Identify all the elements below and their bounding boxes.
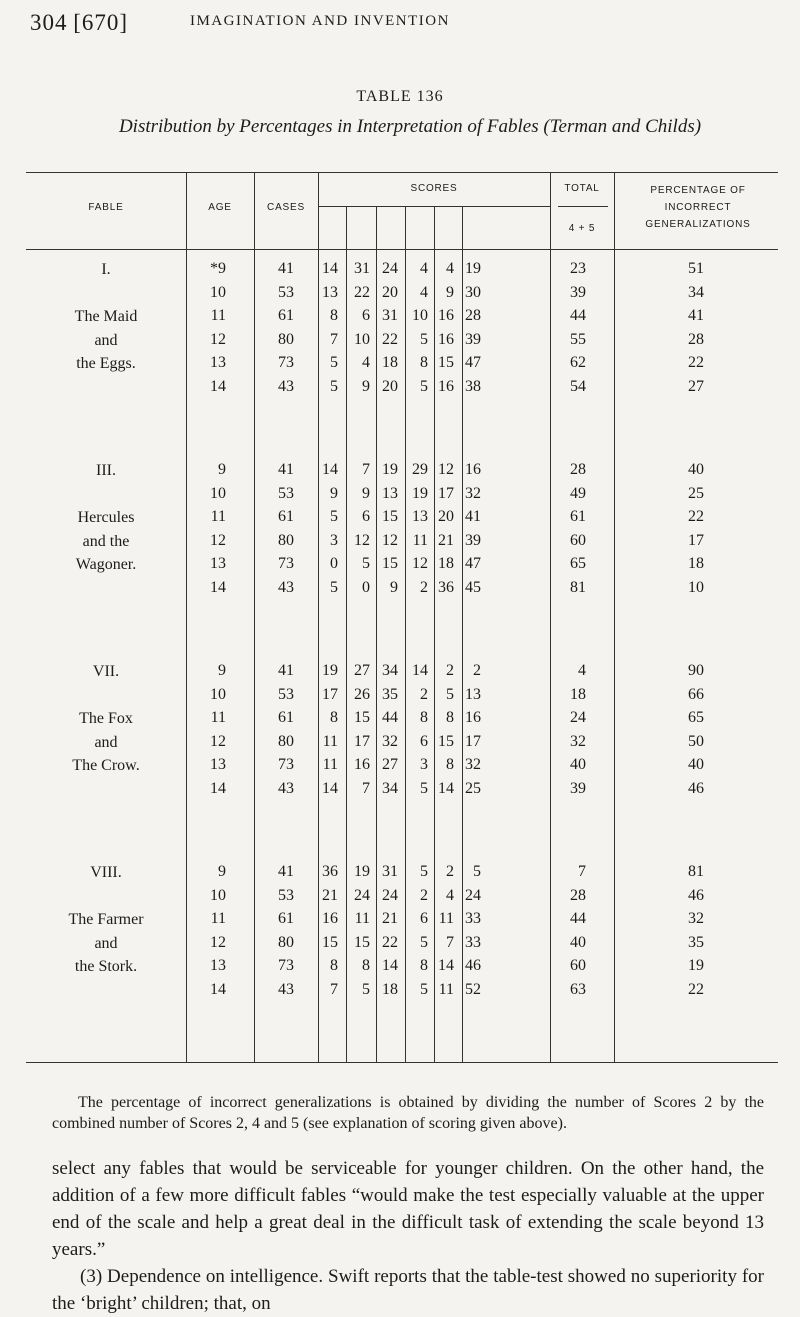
cell-score-3: 2	[420, 685, 428, 703]
cell-cases: 61	[278, 307, 294, 324]
cell-score-0: 3	[330, 531, 338, 549]
cell-score-2: 14	[382, 957, 398, 974]
cell-percentage: 81	[688, 863, 704, 880]
cell-cases: 80	[278, 732, 294, 750]
cell-cases: 43	[278, 578, 294, 596]
body-text	[52, 1155, 764, 1317]
cell-score-2: 21	[382, 910, 398, 927]
cell-score-2: 35	[382, 685, 398, 703]
cell-cases: 53	[278, 484, 294, 502]
cell-score-1: 16	[354, 756, 370, 773]
cell-age: 13	[210, 957, 226, 974]
cell-score-4: 12	[438, 461, 454, 478]
cell-age: 14	[210, 779, 226, 797]
cell-cases: 53	[278, 283, 294, 301]
cell-total: 63	[570, 980, 586, 998]
page-header	[30, 10, 450, 36]
cell-score-0: 9	[330, 484, 338, 502]
cell-score-5: 39	[465, 531, 481, 549]
cell-age: 10	[210, 283, 226, 301]
cell-cases: 43	[278, 980, 294, 998]
cell-score-5: 38	[465, 377, 481, 395]
cell-score-3: 3	[420, 756, 428, 773]
fable-name-line: the Stork.	[74, 958, 138, 975]
cell-score-4: 14	[438, 957, 454, 974]
fable-name-line: The Crow.	[72, 757, 140, 774]
cell-score-4: 11	[438, 910, 454, 927]
cell-score-2: 18	[382, 354, 398, 371]
cell-cases: 73	[278, 957, 294, 974]
fable-name-line: The Farmer	[68, 911, 144, 928]
cell-percentage: 35	[688, 933, 704, 951]
cell-score-4: 4	[446, 260, 454, 277]
cell-score-5: 52	[465, 980, 481, 998]
cell-cases: 61	[278, 910, 294, 927]
cell-age: 9	[218, 461, 226, 478]
cell-score-0: 7	[330, 330, 338, 348]
cell-score-5: 47	[465, 354, 481, 371]
cell-percentage: 51	[688, 260, 704, 277]
cell-percentage: 46	[688, 886, 704, 904]
cell-score-4: 15	[438, 732, 454, 750]
fable-name-line: VIII.	[90, 864, 122, 881]
cell-score-0: 8	[330, 307, 338, 324]
cell-score-4: 16	[438, 307, 454, 324]
cell-percentage: 22	[688, 508, 704, 525]
cell-age: 11	[210, 307, 226, 324]
cell-age: 12	[210, 531, 226, 549]
cell-percentage: 32	[688, 910, 704, 927]
cell-score-2: 44	[382, 709, 398, 726]
table-caption: Distribution by Percentages in Interpretation of Fables (Terman and Childs)	[118, 116, 702, 137]
cell-score-0: 14	[322, 260, 338, 277]
cell-score-0: 8	[330, 709, 338, 726]
cell-score-3: 5	[420, 377, 428, 395]
cell-score-0: 5	[330, 508, 338, 525]
cell-cases: 41	[278, 260, 294, 277]
cell-score-1: 15	[354, 709, 370, 726]
cell-cases: 43	[278, 779, 294, 797]
cell-score-1: 7	[362, 779, 370, 797]
fable-name-line: The Maid	[74, 308, 138, 325]
cell-cases: 61	[278, 709, 294, 726]
cell-total: 60	[570, 531, 586, 549]
cell-total: 40	[570, 756, 586, 773]
cell-score-2: 15	[382, 555, 398, 572]
cell-score-2: 19	[382, 461, 398, 478]
cell-score-1: 5	[362, 980, 370, 998]
cell-score-2: 20	[382, 283, 398, 301]
fable-name-line: and	[94, 934, 118, 952]
cell-score-0: 11	[322, 732, 338, 750]
cell-percentage: 27	[688, 377, 704, 395]
cell-score-3: 8	[420, 957, 428, 974]
cell-score-2: 9	[390, 578, 398, 596]
cell-score-0: 13	[322, 283, 338, 301]
cell-score-1: 27	[354, 662, 370, 679]
cell-score-5: 45	[465, 578, 481, 596]
header-total-sub: 4 + 5	[568, 223, 596, 234]
cell-age: 13	[210, 756, 226, 773]
cell-score-0: 21	[322, 886, 338, 904]
header-bottom-rule	[26, 249, 778, 250]
paragraph-2: (3) Dependence on intelligence. Swift reports that the table-test showed no superiority for the ‘bright’ children; that, on	[52, 1266, 764, 1314]
cell-total: 44	[570, 910, 586, 927]
header-scores: SCORES	[410, 183, 458, 194]
cell-score-5: 41	[465, 508, 481, 525]
cell-percentage: 22	[688, 354, 704, 371]
cell-age: 11	[210, 910, 226, 927]
cell-score-3: 5	[420, 863, 428, 880]
cell-score-2: 34	[382, 662, 398, 679]
cell-score-1: 0	[362, 578, 370, 596]
cell-score-3: 8	[420, 709, 428, 726]
cell-score-5: 33	[465, 910, 481, 927]
cell-percentage: 10	[688, 578, 704, 596]
cell-score-1: 9	[362, 377, 370, 395]
cell-score-2: 24	[382, 260, 398, 277]
cell-age: 14	[210, 377, 226, 395]
cell-percentage: 90	[688, 662, 704, 679]
cell-score-2: 15	[382, 508, 398, 525]
cell-score-0: 5	[330, 354, 338, 371]
cell-score-3: 19	[412, 484, 428, 502]
cell-cases: 53	[278, 685, 294, 703]
column-rule	[186, 172, 187, 1062]
cell-age: 12	[210, 933, 226, 951]
cell-total: 4	[578, 662, 586, 679]
cell-score-1: 12	[354, 531, 370, 549]
cell-score-3: 11	[412, 531, 428, 549]
cell-score-2: 12	[382, 531, 398, 549]
cell-percentage: 50	[688, 732, 704, 750]
cell-cases: 80	[278, 531, 294, 549]
cell-score-3: 29	[412, 461, 428, 478]
paragraph-1: select any fables that would be serviceable for younger children. On the other hand, the addition of a few more difficult fables “would make the test especially valuable at the upper end of the scale and help a great deal in the difficult task of extending the scale beyond 13 years.”	[52, 1158, 764, 1260]
cell-age: 12	[210, 330, 226, 348]
cell-score-0: 14	[322, 461, 338, 478]
cell-score-3: 5	[420, 933, 428, 951]
cell-score-0: 19	[322, 662, 338, 679]
cell-score-5: 25	[465, 779, 481, 797]
cell-percentage: 46	[688, 779, 704, 797]
cell-score-5: 39	[465, 330, 481, 348]
header-age: AGE	[208, 202, 232, 213]
cell-score-1: 17	[354, 732, 370, 750]
cell-score-4: 21	[438, 531, 454, 549]
cell-score-0: 7	[330, 980, 338, 998]
cell-score-3: 5	[420, 779, 428, 797]
cell-score-5: 17	[465, 732, 481, 750]
cell-cases: 80	[278, 933, 294, 951]
cell-percentage: 22	[688, 980, 704, 998]
cell-total: 65	[570, 555, 586, 572]
cell-total: 62	[570, 354, 586, 371]
header-percentage: PERCENTAGE OF INCORRECT GENERALIZATIONS	[645, 185, 751, 230]
cell-total: 40	[570, 933, 586, 951]
cell-score-3: 14	[412, 662, 428, 679]
header-cases: CASES	[267, 202, 305, 213]
cell-total: 49	[570, 484, 586, 502]
cell-score-3: 10	[412, 307, 428, 324]
cell-cases: 41	[278, 863, 294, 880]
cell-score-4: 4	[446, 886, 454, 904]
cell-score-3: 5	[420, 330, 428, 348]
cell-score-5: 19	[465, 260, 481, 277]
header-fable: FABLE	[88, 202, 124, 213]
cell-score-5: 16	[465, 709, 481, 726]
cell-age: 11	[210, 508, 226, 525]
cell-score-1: 15	[354, 933, 370, 951]
fable-name-line: The Fox	[79, 710, 133, 727]
cell-cases: 41	[278, 662, 294, 679]
cell-score-4: 7	[446, 933, 454, 951]
cell-cases: 41	[278, 461, 294, 478]
column-rule	[254, 172, 255, 1062]
cell-percentage: 40	[688, 756, 704, 773]
cell-age: 10	[210, 484, 226, 502]
cell-score-1: 5	[362, 555, 370, 572]
page-number: 304	[30, 10, 68, 35]
fable-name-line: III.	[96, 462, 116, 479]
cell-score-2: 31	[382, 307, 398, 324]
cell-score-4: 36	[438, 578, 454, 596]
fable-name-line: Wagoner.	[75, 556, 137, 573]
cell-score-2: 31	[382, 863, 398, 880]
column-rule	[550, 172, 551, 1062]
cell-score-5: 16	[465, 461, 481, 478]
cell-age: 9	[218, 863, 226, 880]
cell-score-0: 17	[322, 685, 338, 703]
table-bottom-rule	[26, 1062, 778, 1063]
cell-score-1: 11	[354, 910, 370, 927]
cell-total: 39	[570, 779, 586, 797]
cell-score-5: 32	[465, 756, 481, 773]
cell-total: 60	[570, 957, 586, 974]
cell-score-4: 17	[438, 484, 454, 502]
cell-percentage: 18	[688, 555, 704, 572]
fable-name-line: and	[94, 733, 118, 751]
cell-percentage: 41	[688, 307, 704, 324]
cell-total: 18	[570, 685, 586, 703]
cell-score-4: 5	[446, 685, 454, 703]
cell-cases: 73	[278, 555, 294, 572]
cell-score-3: 8	[420, 354, 428, 371]
running-head: IMAGINATION AND INVENTION	[190, 13, 450, 29]
cell-age: 12	[210, 732, 226, 750]
cell-score-0: 36	[322, 863, 338, 880]
cell-percentage: 65	[688, 709, 704, 726]
cell-score-2: 22	[382, 330, 398, 348]
cell-total: 23	[570, 260, 586, 277]
fable-name-line: VII.	[92, 663, 120, 680]
cell-percentage: 19	[688, 957, 704, 974]
cell-score-4: 8	[446, 756, 454, 773]
cell-score-3: 12	[412, 555, 428, 572]
cell-score-1: 6	[362, 307, 370, 324]
cell-score-4: 2	[446, 863, 454, 880]
cell-score-3: 6	[420, 732, 428, 750]
cell-age: 11	[210, 709, 226, 726]
cell-cases: 73	[278, 756, 294, 773]
cell-total: 81	[570, 578, 586, 596]
cell-age: 13	[210, 354, 226, 371]
cell-score-2: 27	[382, 756, 398, 773]
cell-percentage: 66	[688, 685, 704, 703]
cell-score-0: 5	[330, 377, 338, 395]
cell-score-2: 20	[382, 377, 398, 395]
cell-total: 7	[578, 863, 586, 880]
cell-score-1: 9	[362, 484, 370, 502]
cell-age: 14	[210, 578, 226, 596]
total-sub-rule	[558, 206, 608, 207]
cell-age: 10	[210, 685, 226, 703]
cell-score-5: 2	[473, 662, 481, 679]
header-total: TOTAL	[564, 183, 600, 194]
cell-age: *9	[210, 260, 226, 277]
cell-score-1: 19	[354, 863, 370, 880]
cell-score-4: 20	[438, 508, 454, 525]
column-rule	[318, 172, 319, 1062]
cell-score-2: 34	[382, 779, 398, 797]
cell-score-1: 24	[354, 886, 370, 904]
cell-total: 61	[570, 508, 586, 525]
cell-total: 44	[570, 307, 586, 324]
cell-score-3: 2	[420, 886, 428, 904]
cell-percentage: 34	[688, 283, 704, 301]
fable-name-line: and the	[82, 532, 130, 550]
cell-score-0: 5	[330, 578, 338, 596]
cell-total: 28	[570, 886, 586, 904]
cell-score-2: 32	[382, 732, 398, 750]
cell-score-5: 32	[465, 484, 481, 502]
cell-score-3: 13	[412, 508, 428, 525]
cell-cases: 73	[278, 354, 294, 371]
table-top-rule	[26, 172, 778, 173]
cell-score-4: 16	[438, 330, 454, 348]
cell-age: 14	[210, 980, 226, 998]
cell-score-1: 4	[362, 354, 370, 371]
cell-percentage: 25	[688, 484, 704, 502]
cell-score-4: 8	[446, 709, 454, 726]
table-footnote: The percentage of incorrect generalizations is obtained by dividing the number of Scores 2 by the combined number of Scores 2, 4 and 5 (see explanation of scoring given above).	[52, 1094, 764, 1132]
cell-score-0: 14	[322, 779, 338, 797]
cell-score-3: 4	[420, 283, 428, 301]
fable-name-line: and	[94, 331, 118, 349]
cell-score-2: 13	[382, 484, 398, 502]
cell-score-0: 8	[330, 957, 338, 974]
cell-cases: 43	[278, 377, 294, 395]
cell-score-1: 7	[362, 461, 370, 478]
cell-score-0: 16	[322, 910, 338, 927]
cell-score-4: 11	[438, 980, 454, 998]
cell-score-1: 22	[354, 283, 370, 301]
cell-score-5: 46	[465, 957, 481, 974]
cell-score-5: 24	[465, 886, 481, 904]
cell-age: 13	[210, 555, 226, 572]
column-rule	[614, 172, 615, 1062]
cell-cases: 80	[278, 330, 294, 348]
cell-score-2: 24	[382, 886, 398, 904]
cell-score-5: 13	[465, 685, 481, 703]
cell-total: 28	[570, 461, 586, 478]
table-title: TABLE 136	[356, 88, 444, 105]
cell-score-1: 8	[362, 957, 370, 974]
cell-score-2: 18	[382, 980, 398, 998]
cell-cases: 61	[278, 508, 294, 525]
cell-score-5: 30	[465, 283, 481, 301]
cell-percentage: 40	[688, 461, 704, 478]
cell-score-4: 2	[446, 662, 454, 679]
cell-score-2: 22	[382, 933, 398, 951]
fable-name-line: Hercules	[77, 509, 135, 526]
cell-score-4: 16	[438, 377, 454, 395]
cell-percentage: 17	[688, 531, 704, 549]
cell-score-5: 47	[465, 555, 481, 572]
cell-score-3: 6	[420, 910, 428, 927]
cell-score-4: 9	[446, 283, 454, 301]
cell-total: 39	[570, 283, 586, 301]
cell-score-3: 2	[420, 578, 428, 596]
cell-total: 24	[570, 709, 586, 726]
cell-total: 32	[570, 732, 586, 750]
cell-score-1: 26	[354, 685, 370, 703]
cell-score-0: 15	[322, 933, 338, 951]
cell-score-4: 14	[438, 779, 454, 797]
fable-name-line: I.	[101, 261, 111, 278]
cell-score-5: 33	[465, 933, 481, 951]
cell-total: 55	[570, 330, 586, 348]
cell-total: 54	[570, 377, 586, 395]
cell-score-4: 18	[438, 555, 454, 572]
cell-score-1: 6	[362, 508, 370, 525]
cell-score-5: 28	[465, 307, 481, 324]
bracket-page-number: [670]	[73, 10, 129, 35]
cell-score-0: 11	[322, 756, 338, 773]
cell-score-1: 10	[354, 330, 370, 348]
cell-score-3: 4	[420, 260, 428, 277]
cell-score-3: 5	[420, 980, 428, 998]
cell-score-5: 5	[473, 863, 481, 880]
fable-name-line: the Eggs.	[76, 355, 136, 372]
cell-score-0: 0	[330, 555, 338, 572]
cell-age: 10	[210, 886, 226, 904]
cell-percentage: 28	[688, 330, 704, 348]
cell-cases: 53	[278, 886, 294, 904]
cell-age: 9	[218, 662, 226, 679]
cell-score-1: 31	[354, 260, 370, 277]
cell-score-4: 15	[438, 354, 454, 371]
